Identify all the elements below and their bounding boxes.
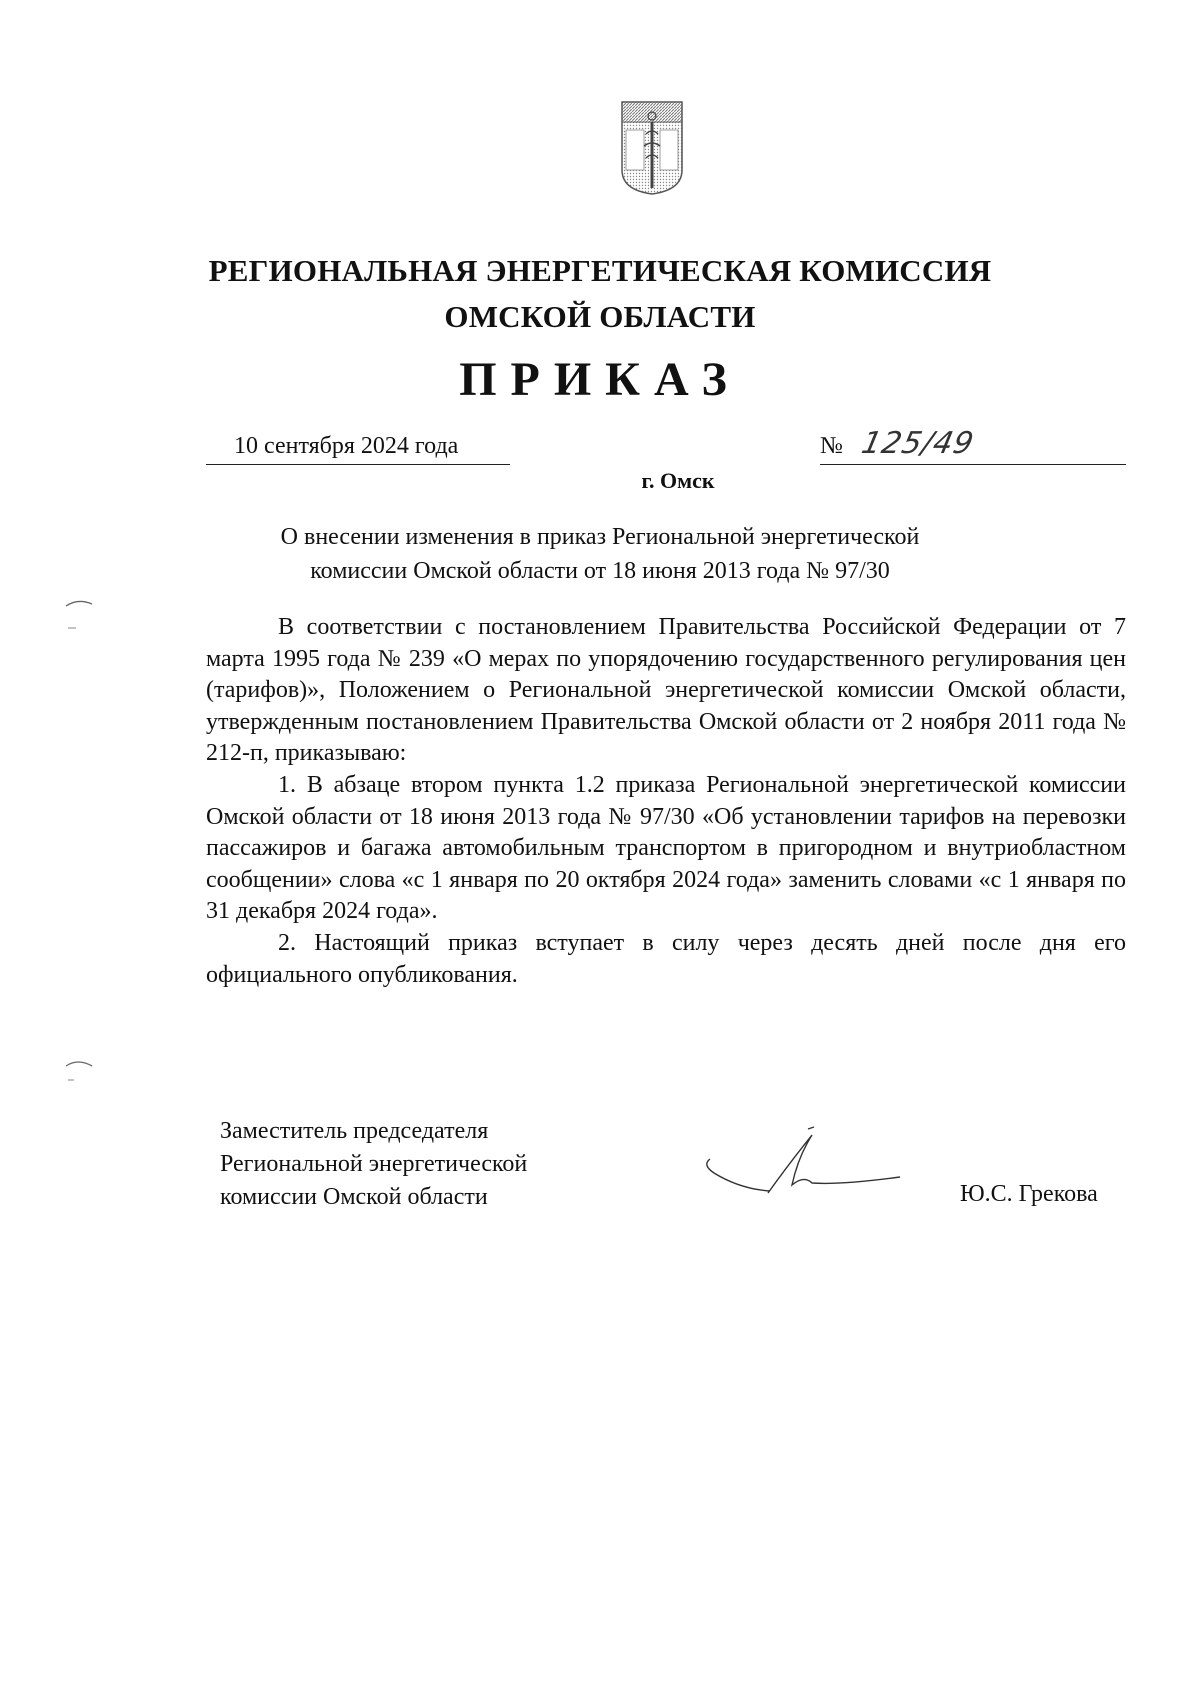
document-subject [0,520,1200,588]
organization-name [0,248,1200,340]
body-item-1: 1. В абзаце втором пункта 1.2 приказа Региональной энергетической комиссии Омской области от 18 июня 2013 года № 97/30 «Об установлении тарифов на перевозки пассажиров и багажа автомобильным транспортом в пригородном и внутриобластном сообщении» слова «с 1 января по 20 октября 2024 года» заменить словами «с 1 января по 31 декабря 2024 года». [206,771,1126,925]
document-type-title: ПРИКАЗ [459,353,741,406]
body-preamble: В соответствии с постановлением Правительства Российской Федерации от 7 марта 1995 года № 239 «О мерах по упорядочению государственного регулирования цен (тарифов)», Положением о Региональной энергетической комиссии Омской области, утвержденным постановлением Правительства Омской области от 2 ноября 2011 года № 212-п, приказываю: [206,614,1126,767]
number-sign: № [820,433,843,459]
document-body [206,612,1126,991]
body-item-2: 2. Настоящий приказ вступает в силу через десять дней после дня его официального опубликования. [206,929,1126,988]
signer-name: Ю.С. Грекова [960,1181,1098,1207]
margin-mark-icon [64,598,96,638]
margin-mark-icon [64,1058,96,1098]
signer-position [220,1115,640,1214]
handwritten-signature-icon [700,1125,900,1200]
document-date-field [206,428,510,465]
signer-position-line-3: комиссии Омской области [220,1184,488,1210]
signer-position-line-2: Региональной энергетической [220,1151,528,1177]
organization-line-1: РЕГИОНАЛЬНАЯ ЭНЕРГЕТИЧЕСКАЯ КОМИССИЯ [208,253,992,288]
subject-line-2: комиссии Омской области от 18 июня 2013 года № 97/30 [310,558,890,584]
signer-position-line-1: Заместитель председателя [220,1118,489,1144]
document-number-handwritten: 125/49 [858,426,978,461]
organization-line-2: ОМСКОЙ ОБЛАСТИ [444,299,756,334]
coat-of-arms-icon [620,100,684,196]
document-date: 10 сентября 2024 года [234,433,459,459]
subject-line-1: О внесении изменения в приказ Региональной энергетической [280,524,920,550]
document-city: г. Омск [641,468,715,493]
document-number-field [820,428,1126,465]
